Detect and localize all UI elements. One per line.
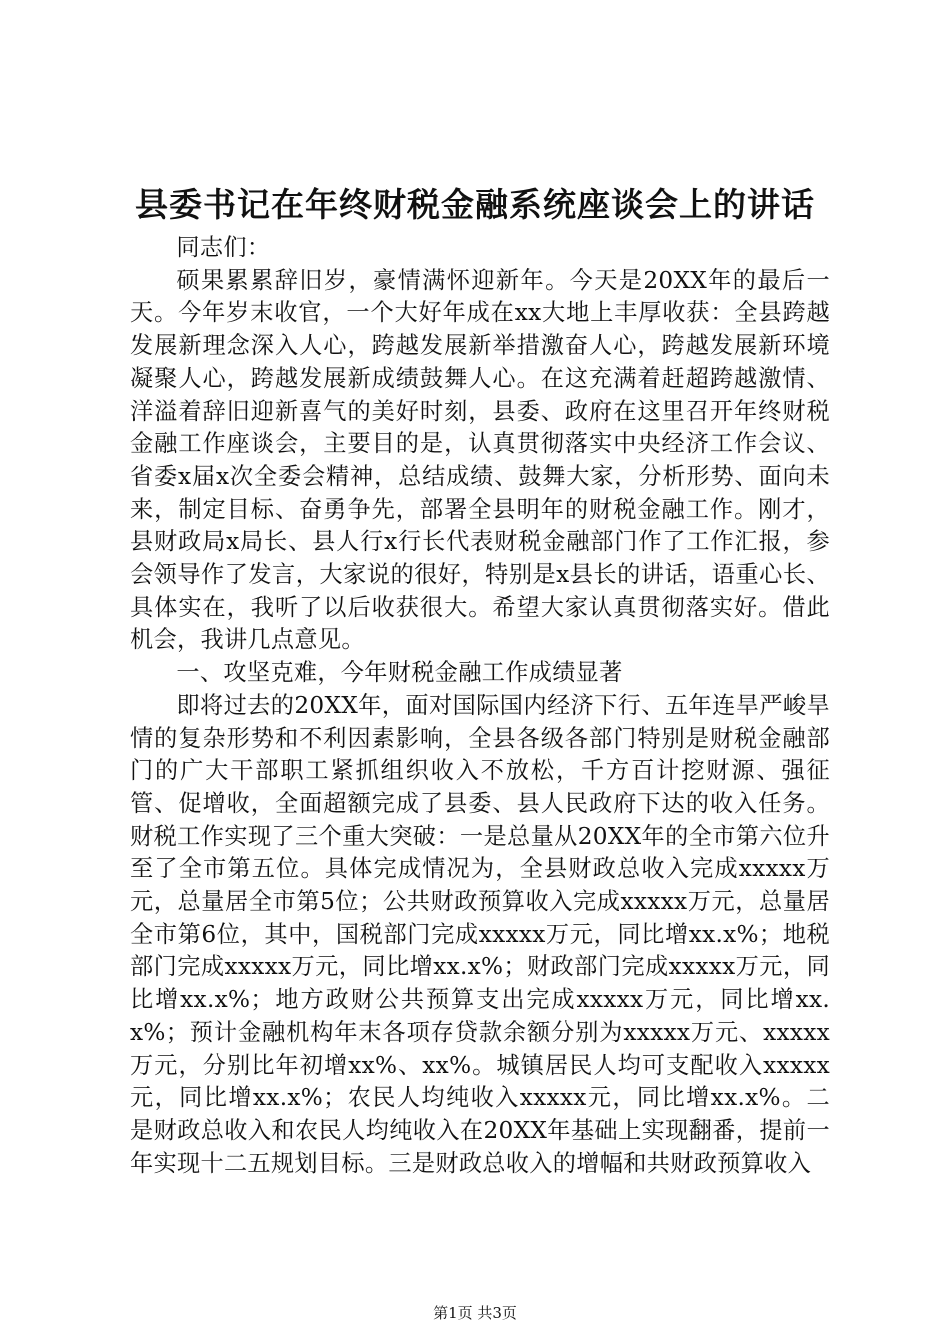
- document-body: [130, 232, 830, 1180]
- paragraph-intro: 硕果累累辞旧岁，豪情满怀迎新年。今天是20XX年的最后一天。今年岁末收官，一个大好年成在xx大地上丰厚收获：全县跨越发展新理念深入人心，跨越发展新举措激奋人心，跨越发展新环境凝聚人心，跨越发展新成绩鼓舞人心。在这充满着赶超跨越激情、洋溢着辞旧迎新喜气的美好时刻，县委、政府在这里召开年终财税金融工作座谈会，主要目的是，认真贯彻落实中央经济工作会议、省委x届x次全委会精神，总结成绩、鼓舞大家，分析形势、面向未来，制定目标、奋勇争先，部署全县明年的财税金融工作。刚才，县财政局x局长、县人行x行长代表财税金融部门作了工作汇报，参会领导作了发言，大家说的很好，特别是x县长的讲话，语重心长、具体实在，我听了以后收获很大。希望大家认真贯彻落实好。借此机会，我讲几点意见。: [130, 266, 830, 654]
- paragraph-achievements: 即将过去的20XX年，面对国际国内经济下行、五年连旱严峻旱情的复杂形势和不利因素影响，全县各级各部门特别是财税金融部门的广大干部职工紧抓组织收入不放松，千方百计挖财源、强征管、促增收，全面超额完成了县委、县人民政府下达的收入任务。财税工作实现了三个重大突破：一是总量从20XX年的全市第六位升至了全市第五位。具体完成情况为，全县财政总收入完成xxxxx万元，总量居全市第5位；公共财政预算收入完成xxxxx万元，总量居全市第6位，其中，国税部门完成xxxxx万元，同比增xx.x%；地税部门完成xxxxx万元，同比增xx.x%；财政部门完成xxxxx万元，同比增xx.x%；地方政财公共预算支出完成xxxxx万元，同比增xx.x%；预计金融机构年末各项存贷款余额分别为xxxxx万元、xxxxx万元，分别比年初增xx%、xx%。城镇居民人均可支配收入xxxxx元，同比增xx.x%；农民人均纯收入xxxxx元，同比增xx.x%。二是财政总收入和农民人均纯收入在20XX年基础上实现翻番，提前一年实现十二五规划目标。三是财政总收入的增幅和共财政预算收入: [130, 691, 830, 1177]
- salutation: 同志们：: [176, 234, 271, 261]
- document-title: 县委书记在年终财税金融系统座谈会上的讲话: [135, 185, 815, 224]
- section-heading: 一、攻坚克难，今年财税金融工作成绩显著: [176, 659, 623, 687]
- page-number-footer: 第1页 共3页: [433, 1304, 517, 1322]
